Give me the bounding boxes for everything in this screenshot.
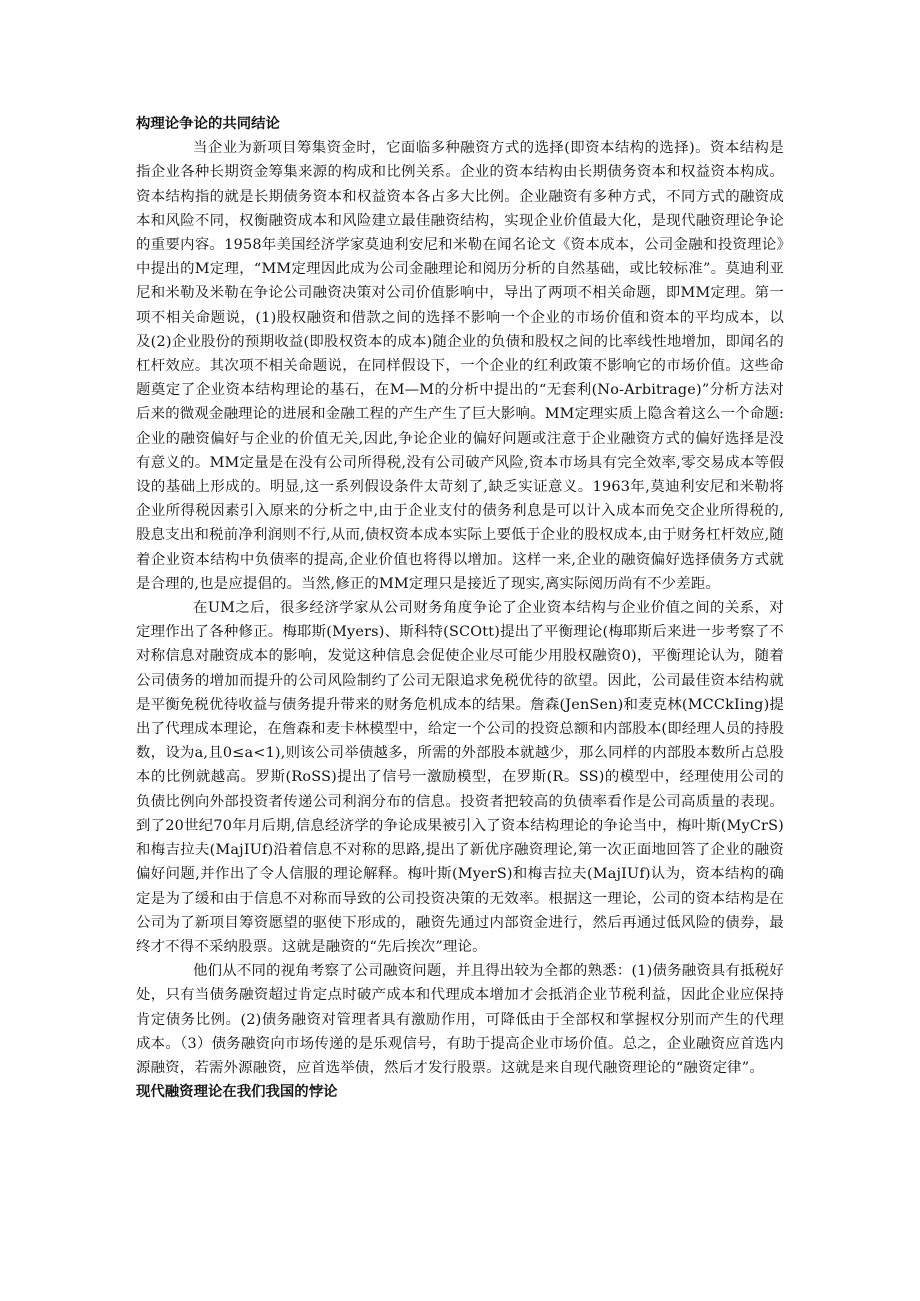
document-page: [136, 112, 784, 1104]
section-heading-china-paradox: 现代融资理论在我们我国的悖论: [136, 1084, 338, 1101]
paragraph-post-mm-theories: 在UM之后，很多经济学家从公司财务角度争论了企业资本结构与企业价值之间的关系，对定理作出了各种修正。梅耶斯(Myers)、斯科特(SCOtt)提出了平衡理论(梅耶斯后来进一步考察了不对称信息对融资成本的影响，发觉这种信息会促使企业尽可能少用股权融资0)，平衡理论认为，随着公司债务的增加而提升的公司风险制约了公司无限追求免税优待的欲望。因此，公司最佳资本结构就是平衡免税优待收益与债务提升带来的财务危机成本的结果。詹森(JenSen)和麦克林(MCCkIing)提出了代理成本理论，在詹森和麦卡林模型中，给定一个公司的投资总额和内部股本(即经理人员的持股数，设为a,且0≤a<1),则该公司举债越多，所需的外部股本就越少，那么同样的内部股本数所占总股本的比例就越高。罗斯(RoSS)提出了信号一激励模型，在罗斯(R。SS)的模型中，经理使用公司的负债比例向外部投资者传递公司利润分布的信息。投资者把较高的负债率看作是公司高质量的表现。到了20世纪70年月后期,信息经济学的争论成果被引入了资本结构理论的争论当中，梅叶斯(MyCrS)和梅吉拉夫(MajIUf)沿着信息不对称的思路,提出了新优序融资理论,第一次正面地回答了企业的融资偏好问题,并作出了令人信服的理论解释。梅叶斯(MyerS)和梅吉拉夫(MajIUf)认为，资本结构的确定是为了缓和由于信息不对称而导致的公司投资决策的无效率。根据这一理论，公司的资本结构是在公司为了新项目筹资愿望的驱使下形成的，融资先通过内部资金进行，然后再通过低风险的债券，最终才不得不采纳股票。这就是融资的“先后挨次”理论。: [136, 600, 784, 955]
paragraph-mm-theorem: 当企业为新项目筹集资金时，它面临多种融资方式的选择(即资本结构的选择)。资本结构是指企业各种长期资金筹集来源的构成和比例关系。企业的资本结构由长期债务资本和权益资本构成。资本结构指的就是长期债务资本和权益资本各占多大比例。企业融资有多种方式，不同方式的融资成本和风险不同，权衡融资成本和风险建立最佳融资结构，实现企业价值最大化，是现代融资理论争论的重要内容。1958年美国经济学家莫迪利安尼和米勒在闻名论文《资本成本，公司金融和投资理论》中提出的M定理，“MM定理因此成为公司金融理论和阅历分析的自然基础，或比较标准”。莫迪利亚尼和米勒及米勒在争论公司融资决策对公司价值影响中，导出了两项不相关命题，即MM定理。第一项不相关命题说，(1)股权融资和借款之间的选择不影响一个企业的市场价值和资本的平均成本，以及(2)企业股份的预期收益(即股权资本的成本)随企业的负债和股权之间的比率线性地增加，即闻名的杠杆效应。其次项不相关命题说，在同样假设下，一个企业的红利政策不影响它的市场价值。这些命题奠定了企业资本结构理论的基石，在M—M的分析中提出的“无套利(No-Arbitrage)”分析方法对后来的微观金融理论的进展和金融工程的产生产生了巨大影响。MM定理实质上隐含着这么一个命题:企业的融资偏好与企业的价值无关,因此,争论企业的偏好问题或注意于企业融资方式的偏好选择是没有意义的。MM定量是在没有公司所得税,没有公司破产风险,资本市场具有完全效率,零交易成本等假设的基础上形成的。明显,这一系列假设条件太苛刻了,缺乏实证意义。1963年,莫迪利安尼和米勒将企业所得税因素引入原来的分析之中,由于企业支付的债务利息是可以计入成本而免交企业所得税的,股息支出和税前净利润则不行,从而,债权资本成本实际上要低于企业的股权成本,由于财务杠杆效应,随着企业资本结构中负债率的提高,企业价值也将得以增加。这样一来,企业的融资偏好选择债务方式就是合理的,也是应提倡的。当然,修正的MM定理只是接近了现实,离实际阅历尚有不少差距。: [136, 140, 784, 592]
section-heading-capital-structure: 构理论争论的共同结论: [136, 116, 280, 132]
paragraph-financing-law: 他们从不同的视角考察了公司融资问题，并且得出较为全都的熟悉：(1)债务融资具有抵税好处，只有当债务融资超过肯定点时破产成本和代理成本增加才会抵消企业节税利益，因此企业应保持肯定债务比例。(2)债务融资对管理者具有激励作用，可降低由于全部权和掌握权分别而产生的代理成本。（3）债务融资向市场传递的是乐观信号，有助于提高企业市场价值。总之，企业融资应首选内源融资，若需外源融资，应首选举债，然后才发行股票。这就是来自现代融资理论的“融资定律”。: [136, 963, 784, 1076]
